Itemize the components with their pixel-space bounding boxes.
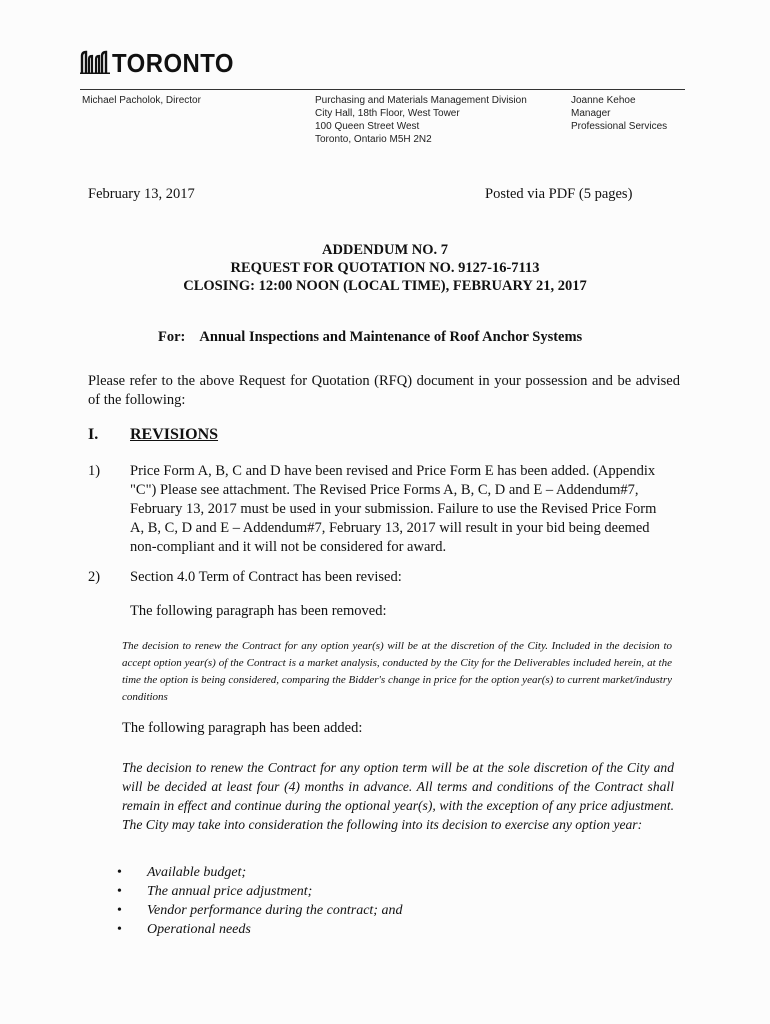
header-divider bbox=[80, 89, 685, 90]
intro-paragraph: Please refer to the above Request for Quotation (RFQ) document in your possession and be advised of the following: bbox=[88, 373, 680, 408]
added-label: The following paragraph has been added: bbox=[122, 720, 363, 736]
item-number: 1) bbox=[88, 463, 101, 479]
division-address bbox=[315, 94, 527, 146]
section-heading bbox=[88, 426, 218, 444]
address-line: City Hall, 18th Floor, West Tower bbox=[315, 108, 460, 119]
city-logo bbox=[80, 48, 245, 78]
rfq-number: REQUEST FOR QUOTATION NO. 9127-16-7113 bbox=[230, 260, 540, 276]
document-date: February 13, 2017 bbox=[88, 186, 195, 202]
removed-label: The following paragraph has been removed: bbox=[130, 603, 387, 619]
manager-block bbox=[571, 94, 667, 133]
for-label: For: bbox=[158, 329, 186, 345]
director-name: Michael Pacholok, Director bbox=[82, 95, 201, 106]
address-line: Purchasing and Materials Management Division bbox=[315, 95, 527, 106]
list-item: • Vendor performance during the contract; and bbox=[117, 901, 402, 920]
addendum-titles bbox=[0, 241, 770, 295]
logo-text: TORONTO bbox=[112, 48, 234, 78]
removed-paragraph: The decision to renew the Contract for any option year(s) will be at the discretion of the City. Included in the decision to accept option year(s) of the Contract is a market analysis, conducted by the City for the Deliverables included herein, at the time the option is being considered, comparing the Bidder's change in price for the option year(s) to current market/industry conditions bbox=[122, 640, 672, 703]
closing-time: CLOSING: 12:00 NOON (LOCAL TIME), FEBRUARY 21, 2017 bbox=[183, 278, 587, 294]
posted-note: Posted via PDF (5 pages) bbox=[485, 186, 633, 202]
city-hall-icon bbox=[80, 50, 110, 74]
director-block bbox=[82, 94, 201, 107]
project-title: Annual Inspections and Maintenance of Roof Anchor Systems bbox=[199, 329, 583, 345]
addendum-number: ADDENDUM NO. 7 bbox=[321, 242, 449, 258]
consideration-list bbox=[117, 863, 402, 939]
address-line: Toronto, Ontario M5H 2N2 bbox=[315, 134, 432, 145]
manager-line: Joanne Kehoe bbox=[571, 95, 636, 106]
address-line: 100 Queen Street West bbox=[315, 121, 420, 132]
list-item: • Available budget; bbox=[117, 863, 402, 882]
manager-line: Manager bbox=[571, 108, 611, 119]
added-paragraph: The decision to renew the Contract for any option term will be at the sole discretion of the City and will be decided at least four (4) months in advance. All terms and conditions of the Contract shall remain in effect and continue during the optional year(s), with the exception of any price adjustment. The City may take into consideration the following into its decision to exercise any option year: bbox=[122, 760, 674, 832]
manager-line: Professional Services bbox=[571, 121, 668, 132]
item-text: Section 4.0 Term of Contract has been revised: bbox=[130, 569, 402, 585]
section-number: I. bbox=[88, 426, 99, 443]
section-title: REVISIONS bbox=[130, 426, 219, 443]
item-number: 2) bbox=[88, 569, 101, 585]
item-text: Price Form A, B, C and D have been revised and Price Form E has been added. (Appendix "C") Please see attachment. The Revised Price Forms A, B, C, D and E – Addendum#7, February 13, 2017 must be used in your submission. Failure to use the Revised Price Form A, B, C, D and E – Addendum#7, February 13, 2017 will result in your bid being deemed non-compliant and it will not be considered for award. bbox=[130, 463, 657, 555]
list-item: • The annual price adjustment; bbox=[117, 882, 402, 901]
for-line bbox=[158, 329, 582, 346]
list-item: • Operational needs bbox=[117, 920, 402, 939]
